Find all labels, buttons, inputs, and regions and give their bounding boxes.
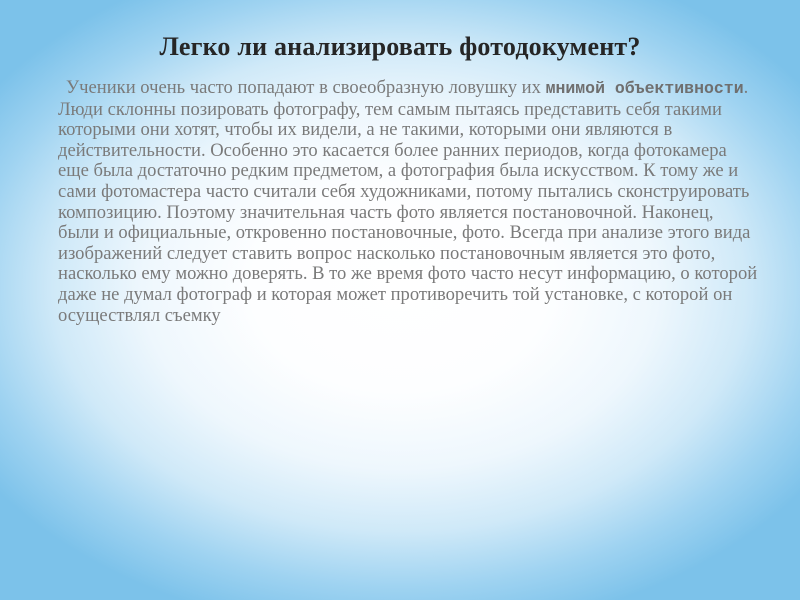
paragraph-rest: . Люди склонны позировать фотографу, тем самым пытаясь представить себя такими которыми они хотят, чтобы их видели, а не такими, которыми они являются в действительности. Особенно это касается более ранних периодов, когда фотокамера еще была достаточно редким предметом, а фотография была искусством. К тому же и сами фотомастера часто считали себя художниками, потому пытались сконструировать композицию. Поэтому значительная часть фото является постановочной. Наконец, были и официальные, откровенно постановочные, фото. Всегда при анализе этого вида изображений следует ставить вопрос насколько постановочным является это фото, насколько ему можно доверять. В то же время фото часто несут информацию, о которой даже не думал фотограф и которая может противоречить той установке, с которой он осуществлял съемку xyxy=(58,77,758,326)
paragraph-emphasis: мнимой объективности xyxy=(545,79,744,98)
paragraph-intro: Ученики очень часто попадают в своеобразную ловушку их xyxy=(66,77,546,98)
body-paragraph xyxy=(58,78,758,326)
slide-title: Легко ли анализировать фотодокумент? xyxy=(159,32,641,61)
